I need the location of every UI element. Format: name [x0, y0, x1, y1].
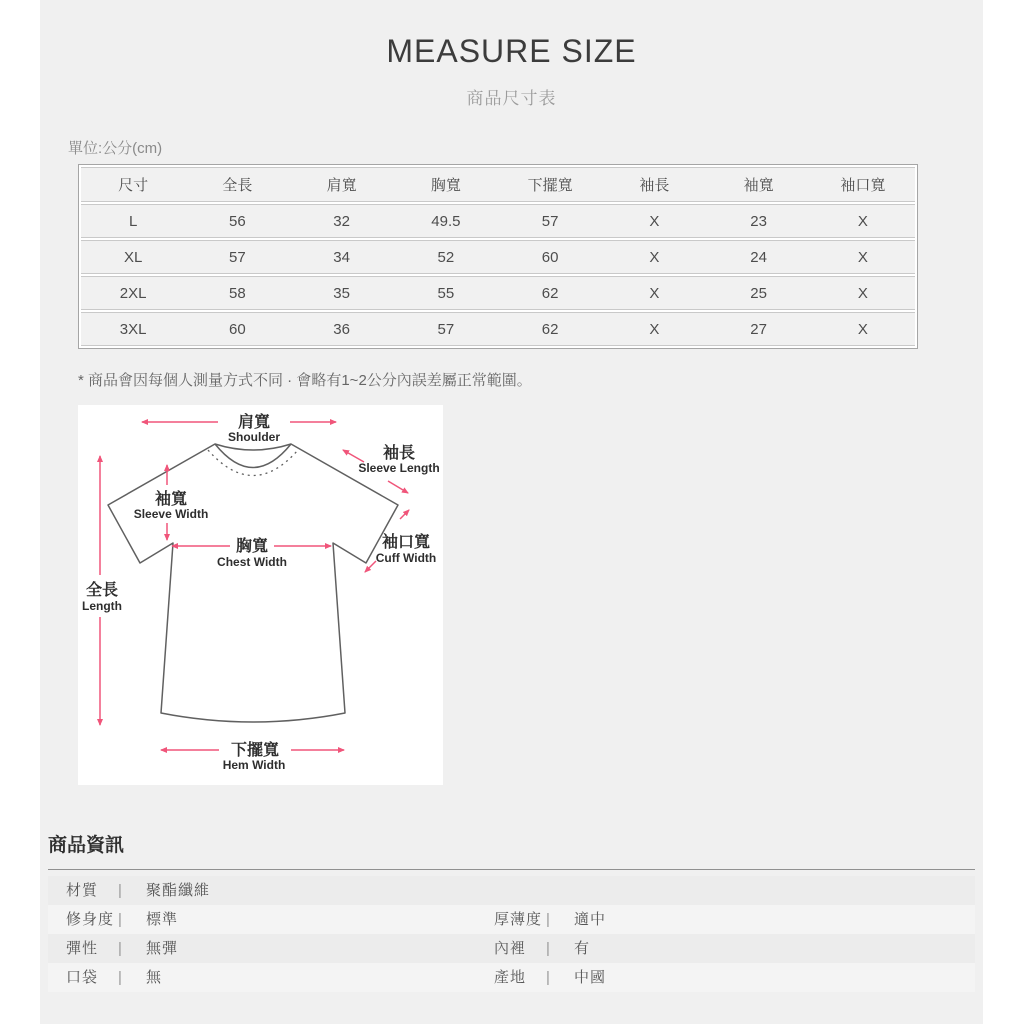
table-cell: X: [602, 312, 706, 346]
table-cell: X: [602, 240, 706, 274]
info-row: [48, 963, 975, 992]
table-cell: X: [811, 204, 915, 238]
table-cell: X: [602, 276, 706, 310]
table-cell: 56: [185, 204, 289, 238]
content-panel: [40, 0, 983, 1024]
table-cell: 57: [394, 312, 498, 346]
column-header: 袖寬: [707, 167, 811, 202]
info-value: 適中: [574, 911, 607, 928]
table-row: [81, 312, 915, 346]
sleeve-width-label-zh: 袖寬: [154, 491, 188, 508]
chest-label-zh: 胸寬: [235, 538, 269, 555]
size-table-body: [81, 204, 915, 346]
table-cell: 49.5: [394, 204, 498, 238]
info-value: 無: [146, 969, 163, 986]
column-header: 尺寸: [81, 167, 185, 202]
info-cell-right: [494, 963, 975, 992]
table-cell: 32: [290, 204, 394, 238]
length-label-zh: 全長: [85, 582, 119, 599]
table-cell: 60: [185, 312, 289, 346]
info-row: [48, 876, 975, 905]
info-label: 內裡: [494, 940, 527, 957]
table-cell: L: [81, 204, 185, 238]
info-cell-left: [48, 963, 494, 992]
column-header: 袖口寬: [811, 167, 915, 202]
table-cell: 35: [290, 276, 394, 310]
table-cell: XL: [81, 240, 185, 274]
info-label: 材質: [66, 882, 99, 899]
chest-label-en: Chest Width: [217, 555, 287, 569]
info-cell-left: [48, 905, 494, 934]
info-row: [48, 934, 975, 963]
info-cell-right: [494, 905, 975, 934]
table-cell: 23: [707, 204, 811, 238]
hem-label-en: Hem Width: [222, 758, 286, 772]
shoulder-label-en: Shoulder: [227, 430, 281, 444]
info-separator: |: [546, 940, 550, 957]
info-label: 口袋: [66, 969, 99, 986]
length-label-en: Length: [82, 599, 122, 613]
info-cell-right: [494, 934, 975, 963]
table-cell: 62: [498, 312, 602, 346]
info-label: 修身度: [66, 911, 115, 928]
cuff-label-en: Cuff Width: [375, 551, 437, 565]
tshirt-diagram-svg: [78, 405, 443, 785]
info-value: 無彈: [146, 940, 179, 957]
info-value: 標準: [146, 911, 179, 928]
tshirt-measure-diagram: [78, 405, 443, 785]
column-header: 全長: [185, 167, 289, 202]
unit-label: 單位:公分(cm): [68, 140, 163, 157]
product-info-heading: 商品資訊: [48, 830, 975, 870]
info-separator: |: [118, 882, 122, 899]
column-header: 肩寬: [290, 167, 394, 202]
info-separator: |: [118, 911, 122, 928]
info-label: 厚薄度: [494, 911, 543, 928]
table-cell: X: [602, 204, 706, 238]
table-row: [81, 276, 915, 310]
table-cell: 55: [394, 276, 498, 310]
table-cell: 27: [707, 312, 811, 346]
page-title: MEASURE SIZE: [386, 33, 637, 69]
info-cell-right: [494, 876, 975, 905]
sleeve-width-label-en: Sleeve Width: [133, 507, 209, 521]
column-header: 袖長: [602, 167, 706, 202]
info-value: 有: [574, 940, 591, 957]
measurement-note: * 商品會因每個人測量方式不同 · 會略有1~2公分內誤差屬正常範圍。: [78, 372, 532, 389]
info-separator: |: [118, 940, 122, 957]
hem-label-zh: 下擺寬: [230, 742, 280, 759]
info-row: [48, 905, 975, 934]
cuff-arrow-top: [400, 510, 409, 519]
size-table: [78, 164, 918, 349]
table-cell: 60: [498, 240, 602, 274]
table-cell: 57: [498, 204, 602, 238]
page-subtitle: 商品尺寸表: [466, 89, 557, 108]
table-cell: 57: [185, 240, 289, 274]
column-header: 下擺寬: [498, 167, 602, 202]
info-separator: |: [546, 969, 550, 986]
tshirt-outline: [108, 444, 398, 722]
table-row: [81, 240, 915, 274]
info-separator: |: [118, 969, 122, 986]
table-cell: 24: [707, 240, 811, 274]
info-cell-left: [48, 934, 494, 963]
table-cell: X: [811, 276, 915, 310]
cuff-label-zh: 袖口寬: [381, 534, 431, 551]
info-separator: |: [546, 911, 550, 928]
table-cell: 36: [290, 312, 394, 346]
table-cell: 34: [290, 240, 394, 274]
size-table-header: [81, 167, 915, 202]
table-cell: 58: [185, 276, 289, 310]
table-cell: 62: [498, 276, 602, 310]
table-cell: 52: [394, 240, 498, 274]
shoulder-label-zh: 肩寬: [237, 414, 271, 431]
info-label: 產地: [494, 969, 527, 986]
table-cell: 25: [707, 276, 811, 310]
table-cell: X: [811, 240, 915, 274]
table-cell: 2XL: [81, 276, 185, 310]
info-label: 彈性: [66, 940, 99, 957]
info-cell-left: [48, 876, 494, 905]
table-row: [81, 204, 915, 238]
product-info-list: [48, 876, 975, 992]
info-value: 聚酯纖維: [146, 882, 211, 899]
info-value: 中國: [574, 969, 607, 986]
table-cell: X: [811, 312, 915, 346]
table-header-row: [81, 167, 915, 202]
column-header: 胸寬: [394, 167, 498, 202]
sleeve-length-label-en: Sleeve Length: [358, 461, 440, 475]
sleeve-length-label-zh: 袖長: [382, 445, 416, 462]
table-cell: 3XL: [81, 312, 185, 346]
sleeve-length-arrow-bottom: [388, 481, 408, 493]
